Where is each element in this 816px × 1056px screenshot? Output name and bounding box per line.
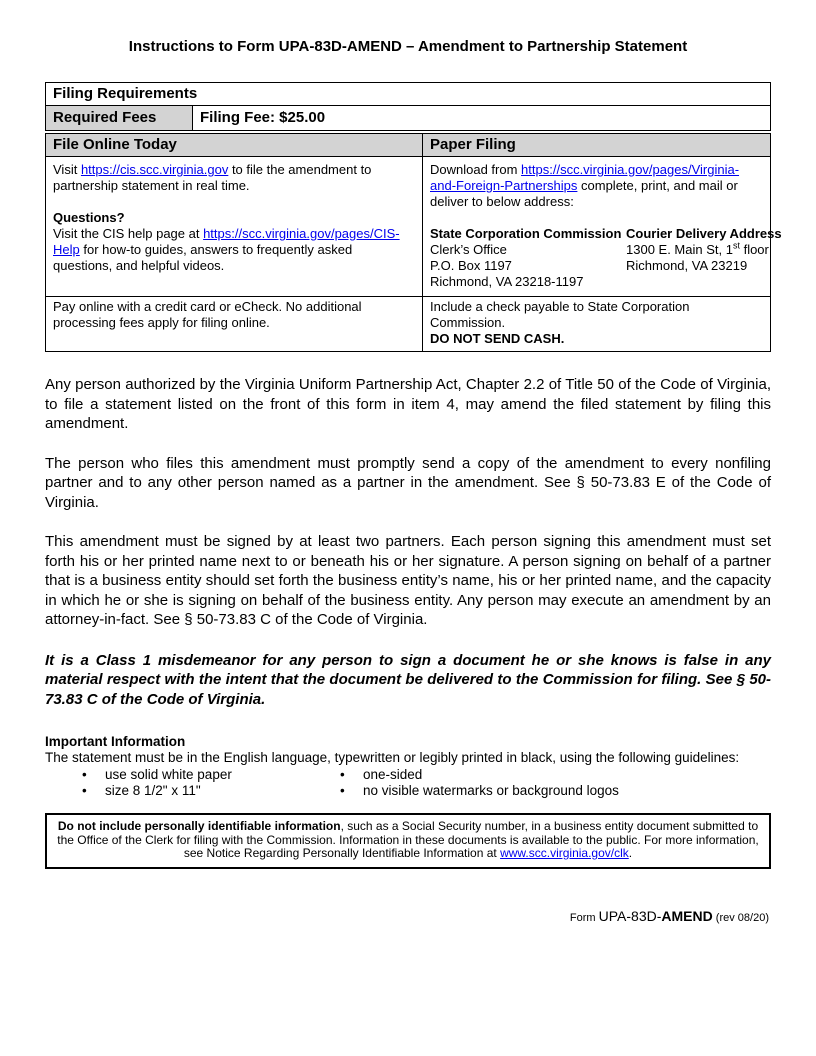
form-label: Form: [569, 912, 599, 924]
superscript-st: st: [732, 240, 740, 251]
important-information-section: [45, 734, 771, 799]
mailing-address-line: P.O. Box 1197: [430, 258, 512, 273]
partnerships-link[interactable]: https://scc.virginia.gov/pages/Virginia-and-Foreign-Partnerships: [430, 162, 740, 193]
spacer: [53, 194, 415, 210]
filing-requirements-table: [45, 82, 771, 131]
pii-notice-box: [45, 813, 771, 869]
list-item: [80, 783, 338, 799]
mailing-address: [430, 226, 626, 290]
courier-address-title: Courier Delivery Address: [626, 226, 782, 241]
cis-help-link[interactable]: https://scc.virginia.gov/pages/CIS-Help: [53, 226, 400, 257]
guidelines-list: [80, 767, 771, 799]
cash-warning: DO NOT SEND CASH.: [430, 331, 565, 346]
important-information-heading: Important Information: [45, 734, 186, 749]
page-title: Instructions to Form UPA-83D-AMEND – Amendment to Partnership Statement: [128, 38, 688, 55]
table-row: [46, 106, 771, 131]
paragraph-signature-requirement: This amendment must be signed by at least two partners. Each person signing this amendment must set forth his or her printed name next to or beneath his or her signature. A person signing on behalf of a partner that is a business entity should set forth the business entity’s name, his or her printed name, and the capacity in which he or she is signing on behalf of the business entity. Any person may execute an amendment by an attorney-in-fact. See § 50-73.83 C of the Code of Virginia.: [45, 533, 771, 628]
file-online-header: File Online Today: [46, 134, 423, 157]
guideline-text: use solid white paper: [105, 767, 232, 782]
guideline-text: size 8 1/2" x 11": [105, 783, 201, 798]
online-help-text: Visit the CIS help page at https://scc.virginia.gov/pages/CIS-Help for how-to guides, answers to frequently asked questions, and helpful videos.: [53, 226, 400, 273]
scc-clk-link[interactable]: www.scc.virginia.gov/clk: [500, 846, 629, 860]
cis-link[interactable]: https://cis.scc.virginia.gov: [80, 162, 229, 177]
table-row: [46, 134, 771, 157]
mailing-address-line: Clerk’s Office: [430, 242, 507, 257]
table-row: [46, 83, 771, 106]
list-item: [338, 783, 771, 799]
filing-requirements-header: Filing Requirements: [46, 83, 771, 106]
bullet-icon: •: [340, 767, 345, 782]
mailing-address-title: State Corporation Commission: [430, 226, 622, 241]
check-note-cell: [423, 297, 771, 352]
table-row: [46, 297, 771, 352]
important-information-intro: The statement must be in the English language, typewritten or legibly printed in black, using the following guidelines:: [45, 750, 740, 765]
bullet-icon: •: [340, 783, 345, 798]
spacer: [430, 210, 763, 226]
form-footer: [570, 908, 769, 924]
required-fees-label: Required Fees: [46, 106, 193, 131]
paper-filing-cell: [423, 157, 782, 297]
courier-address-line: 1300 E. Main St, 1st floor: [626, 240, 769, 257]
pii-bold-lead: Do not include personally identifiable information: [57, 819, 341, 833]
paragraph-copy-requirement: The person who files this amendment must promptly send a copy of the amendment to every nonfiling partner and to any other person named as a partner in the amendment. See § 50-73.83 E of the Code of Virginia.: [45, 454, 771, 511]
form-revision: (rev 08/20): [712, 912, 769, 924]
guideline-text: no visible watermarks or background logos: [363, 783, 619, 798]
pii-tail: .: [628, 846, 633, 860]
pay-online-note: Pay online with a credit card or eCheck. No additional processing fees apply for filing online.: [46, 297, 423, 352]
list-item: [80, 767, 338, 783]
courier-address: [626, 226, 782, 290]
filing-methods-table: [45, 133, 782, 352]
paragraph-authorization: Any person authorized by the Virginia Uniform Partnership Act, Chapter 2.2 of Title 50 of the Code of Virginia, to file a statement listed on the front of this form in item 4, may amend the filed statement by filing this amendment.: [45, 376, 771, 432]
addresses: [430, 226, 782, 290]
filing-fee-value: Filing Fee: $25.00: [193, 106, 771, 131]
pii-middle-text: , such as a Social Security number, in a business entity document submitted to the Office of the Clerk for filing with the Commission. Information in these documents is available to the public. For more information, see Notice Regarding Personally Identifiable Information at: [57, 819, 759, 860]
online-visit-text: Visit https://cis.scc.virginia.gov to file the amendment to partnership statement in real time.: [53, 162, 372, 193]
questions-heading: Questions?: [53, 210, 125, 225]
bullet-icon: •: [82, 767, 87, 782]
courier-address-line: Richmond, VA 23219: [626, 258, 748, 273]
paper-download-text: Download from https://scc.virginia.gov/pages/Virginia-and-Foreign-Partnerships complete, print, and mail or deliver to below address:: [430, 162, 740, 209]
form-number-bold: AMEND: [661, 908, 713, 924]
file-online-cell: [46, 157, 423, 297]
table-row: [46, 157, 771, 297]
mailing-address-line: Richmond, VA 23218-1197: [430, 274, 584, 289]
paragraph-misdemeanor-warning: It is a Class 1 misdemeanor for any person to sign a document he or she knows is false in any material respect with the intent that the document be delivered to the Commission for filing. See § 50-73.83 C of the Code of Virginia.: [45, 651, 771, 708]
list-item: [338, 767, 771, 783]
paper-filing-header: Paper Filing: [423, 134, 771, 157]
form-number-prefix: UPA-83D-: [598, 908, 662, 924]
bullet-icon: •: [82, 783, 87, 798]
check-note: Include a check payable to State Corporation Commission.: [430, 299, 690, 330]
guideline-text: one-sided: [363, 767, 423, 782]
